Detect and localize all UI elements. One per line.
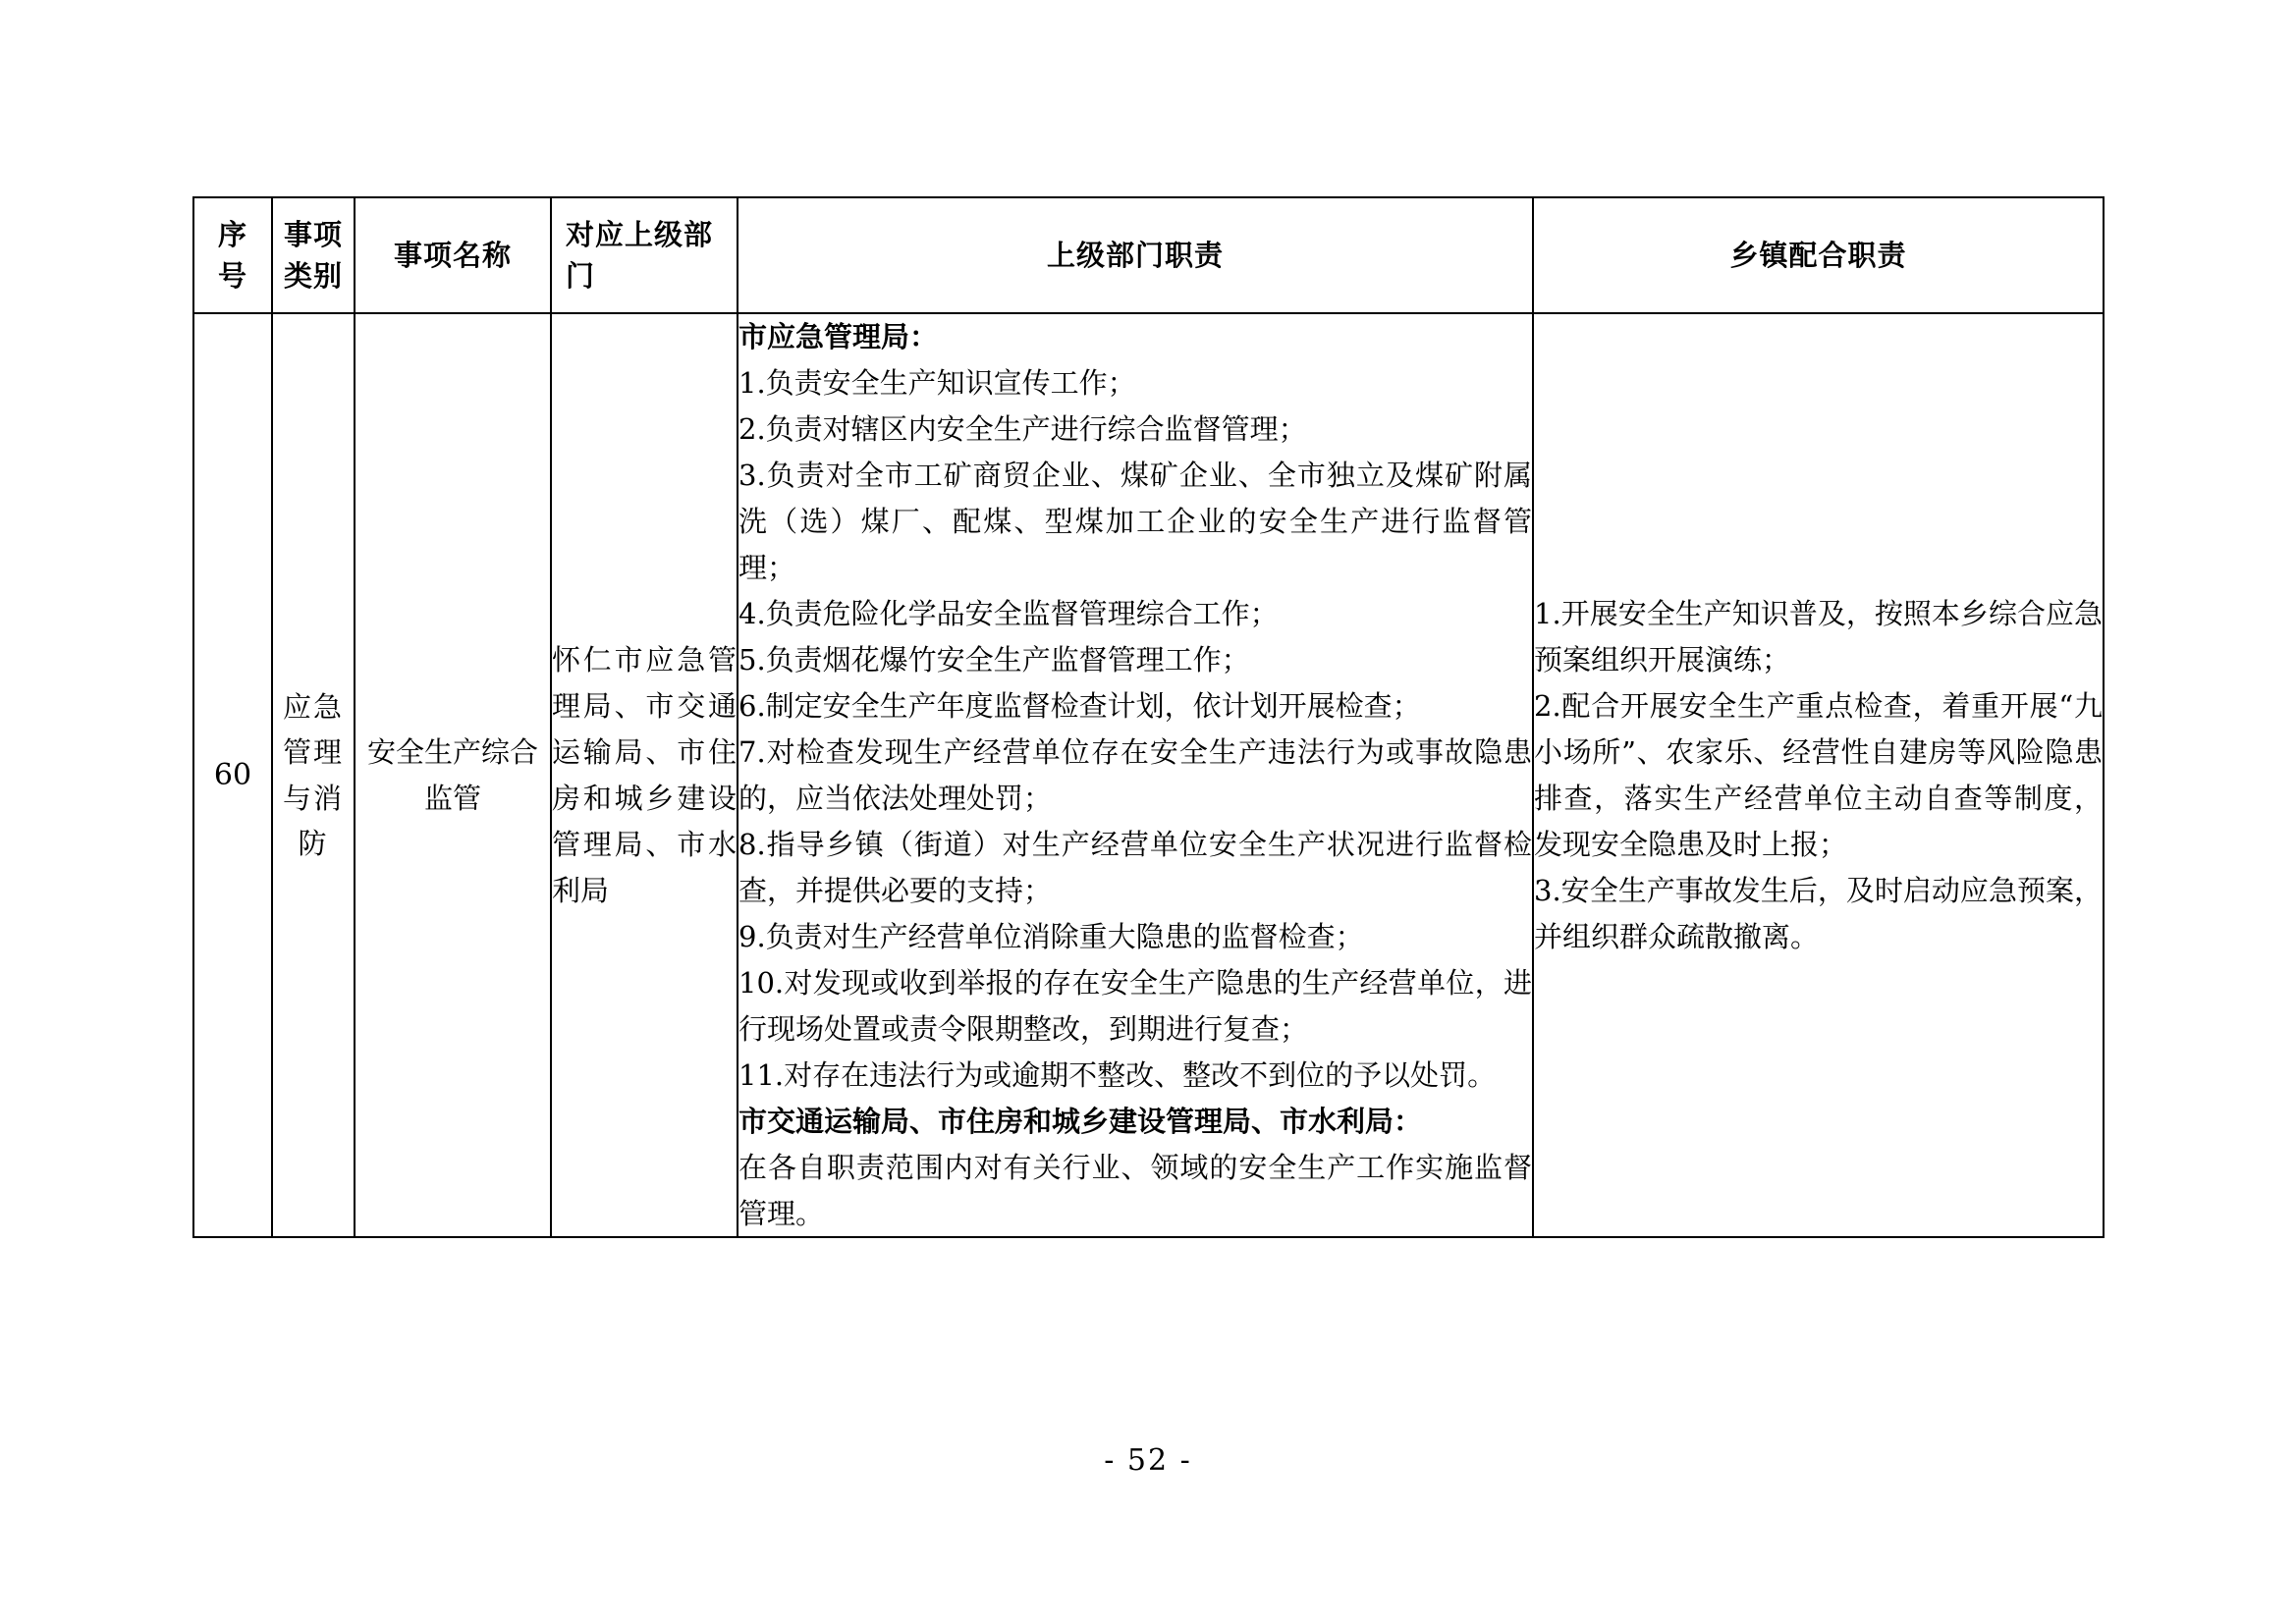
header-town-duty: 乡镇配合职责: [1533, 197, 2104, 313]
duty-item: 7.对检查发现生产经营单位存在安全生产违法行为或事故隐患的，应当依法处理处罚；: [738, 734, 1532, 815]
cell-item-name: 安全生产综合监管: [355, 313, 551, 1237]
duty-item: 8.指导乡镇（街道）对生产经营单位安全生产状况进行监督检查，并提供必要的支持；: [738, 827, 1532, 907]
duty-item: 9.负责对生产经营单位消除重大隐患的监督检查；: [738, 919, 1364, 953]
duty-item: 4.负责危险化学品安全监督管理综合工作；: [738, 596, 1279, 630]
duty-item: 11.对存在违法行为或逾期不整改、整改不到位的予以处罚。: [738, 1057, 1497, 1092]
town-duty-item: 1.开展安全生产知识普及，按照本乡综合应急预案组织开展演练；: [1534, 596, 2103, 676]
cell-upper-duty: [738, 313, 1533, 1237]
duty-item: 2.负责对辖区内安全生产进行综合监督管理；: [738, 412, 1307, 447]
town-duty-item: 2.配合开展安全生产重点检查，着重开展“九小场所”、农家乐、经营性自建房等风险隐患排查，落实生产经营单位主动自查等制度，发现安全隐患及时上报；: [1534, 688, 2103, 861]
header-upper-dept: 对应上级部门: [551, 197, 738, 313]
duty-item: 5.负责烟花爆竹安全生产监督管理工作；: [738, 642, 1250, 676]
duty-section-title-2: 市交通运输局、市住房和城乡建设管理局、市水利局：: [738, 1104, 1423, 1138]
header-category: 事项类别: [272, 197, 355, 313]
duty-section-title-1: 市应急管理局：: [738, 320, 939, 354]
duty-item: 3.负责对全市工矿商贸企业、煤矿企业、全市独立及煤矿附属洗（选）煤厂、配煤、型煤加工企业的安全生产进行监督管理；: [738, 459, 1532, 584]
cell-town-duty: [1533, 313, 2104, 1237]
cell-category: 应急管理与消防: [272, 313, 355, 1237]
header-upper-duty: 上级部门职责: [738, 197, 1533, 313]
table-header-row: [193, 197, 2104, 313]
duty-item: 10.对发现或收到举报的存在安全生产隐患的生产经营单位，进行现场处置或责令限期整改，到期进行复查；: [738, 965, 1532, 1046]
town-duty-item: 3.安全生产事故发生后，及时启动应急预案，并组织群众疏散撤离。: [1534, 873, 2103, 953]
duty-item: 在各自职责范围内对有关行业、领域的安全生产工作实施监督管理。: [738, 1150, 1532, 1230]
header-item-name: 事项名称: [355, 197, 551, 313]
cell-seq: 60: [193, 313, 272, 1237]
cell-upper-dept: 怀仁市应急管理局、市交通运输局、市住房和城乡建设管理局、市水利局: [551, 313, 738, 1237]
table-row: [193, 313, 2104, 1237]
header-seq: 序号: [193, 197, 272, 313]
responsibility-table: [192, 196, 2105, 1238]
duty-item: 6.制定安全生产年度监督检查计划，依计划开展检查；: [738, 688, 1421, 723]
page-number: - 52 -: [1104, 1443, 1192, 1478]
duty-item: 1.负责安全生产知识宣传工作；: [738, 366, 1136, 401]
